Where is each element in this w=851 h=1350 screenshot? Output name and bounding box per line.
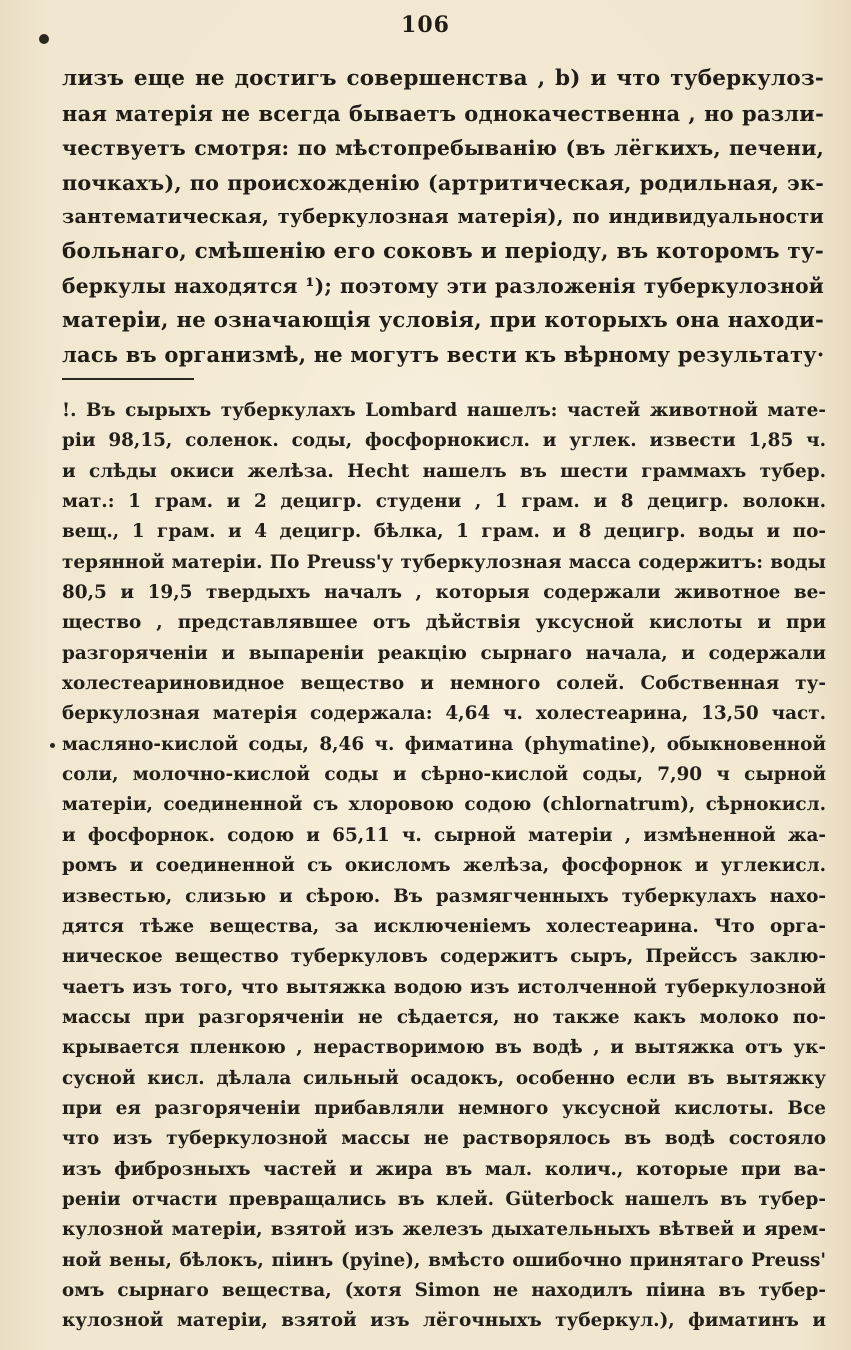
footnote-divider [62, 378, 194, 380]
footnote-line: холестеариновидное вещество и немного солей. Собственная ту- [62, 673, 826, 695]
main-text-line: почкахъ), по происхожденію (артритическая, родильная, эк- [62, 170, 824, 195]
footnote-line: разгоряченіи и выпареніи реакцію сырнаго начала, и содержали [62, 642, 826, 664]
footnote-line: кулозной матеріи, взятой изъ железъ дыхательныхъ вѣтвей и ярем- [62, 1219, 826, 1241]
footnote-line: крывается пленкою , нерастворимою въ водѣ , и вытяжка отъ ук- [62, 1037, 826, 1059]
footnote [62, 396, 826, 1337]
footnote-line: ной вены, бѣлокъ, піинъ (pyine), вмѣсто ошибочно принятаго Preuss' [62, 1249, 826, 1271]
main-text-line: лизъ еще не достигъ совершенства , b) и что туберкулоз- [62, 66, 824, 91]
footnote-line: матеріи, соединенной съ хлоровою содою (chlornatrum), сѣрнокисл. [62, 794, 826, 816]
footnote-line: масляно-кислой соды, 8,46 ч. фиматина (phymatine), обыкновенной [62, 733, 826, 755]
footnote-line: известью, слизью и сѣрою. Въ размягченныхъ туберкулахъ нахо- [62, 885, 826, 907]
footnote-line: ріи 98,15, соленок. соды, фосфорнокисл. и углек. извести 1,85 ч. [62, 430, 826, 452]
footnote-line: изъ фиброзныхъ частей и жира въ мал. колич., которые при ва- [62, 1158, 826, 1180]
footnote-line: беркулозная матерія содержала: 4,64 ч. холестеарина, 13,50 част. [62, 703, 826, 725]
footnote-line: сусной кисл. дѣлала сильный осадокъ, особенно если въ вытяжку [62, 1067, 826, 1089]
footnote-line: вещ., 1 грам. и 4 децигр. бѣлка, 1 грам. и 8 децигр. воды и по- [62, 521, 826, 543]
main-text-line: зантематическая, туберкулозная матерія), по индивидуальности [62, 205, 824, 228]
main-text [62, 62, 824, 373]
footnote-line: и фосфорнок. содою и 65,11 ч. сырной матеріи , измѣненной жа- [62, 824, 826, 846]
footnote-line: мат.: 1 грам. и 2 децигр. студени , 1 грам. и 8 децигр. волокн. [62, 491, 826, 513]
footnote-line: терянной матеріи. По Preuss'у туберкулозная масса содержитъ: воды [62, 551, 826, 573]
footnote-line: кулозной матеріи, взятой изъ лёгочныхъ туберкул.), фиматинъ и [62, 1310, 826, 1332]
footnote-line: массы при разгоряченіи не сѣдается, но также какъ молоко по- [62, 1006, 826, 1028]
footnote-line: !. Въ сырыхъ туберкулахъ Lombard нашелъ: частей животной мате- [62, 400, 826, 421]
footnote-line: щество , представлявшее отъ дѣйствія уксусной кислоты и при [62, 612, 826, 634]
main-text-line: ная матерія не всегда бываетъ однокачественна , но разли- [62, 100, 824, 126]
footnote-line: что изъ туберкулозной массы не растворялось въ водѣ состояло [62, 1128, 826, 1150]
footnote-line: 80,5 и 19,5 твердыхъ началъ , которыя содержали животное ве- [62, 582, 826, 604]
main-text-line: матеріи, не означающія условія, при которыхъ она находи- [62, 307, 824, 333]
footnote-line: реніи отчасти превращались въ клей. Güterbock нашелъ въ тубер- [62, 1188, 826, 1210]
main-text-line: лась въ организмѣ, не могутъ вести къ вѣрному результату· [62, 342, 825, 367]
footnote-line: дятся тѣже вещества, за исключеніемъ холестеарина. Что орга- [62, 915, 826, 937]
main-text-line: чествуетъ смотря: по мѣстопребыванію (въ лёгкихъ, печени, [62, 136, 824, 160]
footnote-line: соли, молочно-кислой соды и сѣрно-кислой соды, 7,90 ч сырной [62, 764, 826, 786]
footnote-line: при ея разгоряченіи прибавляли немного уксусной кислоты. Все [62, 1097, 826, 1119]
ink-dot-small [50, 743, 55, 748]
footnote-line: чаетъ изъ того, что вытяжка водою изъ истолченной туберкулозной [62, 976, 826, 998]
main-text-line: больнаго, смѣшенію его соковъ и періоду, въ которомъ ту- [62, 238, 824, 264]
footnote-line: омъ сырнаго вещества, (хотя Simon не находилъ піина въ тубер- [62, 1279, 826, 1301]
footnote-line: и слѣды окиси желѣза. Hecht нашелъ въ шести граммахъ тубер. [62, 460, 826, 482]
main-text-line: беркулы находятся ¹); поэтому эти разложенія туберкулозной [62, 274, 824, 298]
footnote-line: ническое вещество туберкуловъ содержитъ сыръ, Прейссъ заклю- [62, 946, 826, 968]
footnote-line: ромъ и соединенной съ окисломъ желѣза, фосфорнок и углекисл. [62, 855, 826, 877]
page-number: 106 [401, 12, 450, 38]
